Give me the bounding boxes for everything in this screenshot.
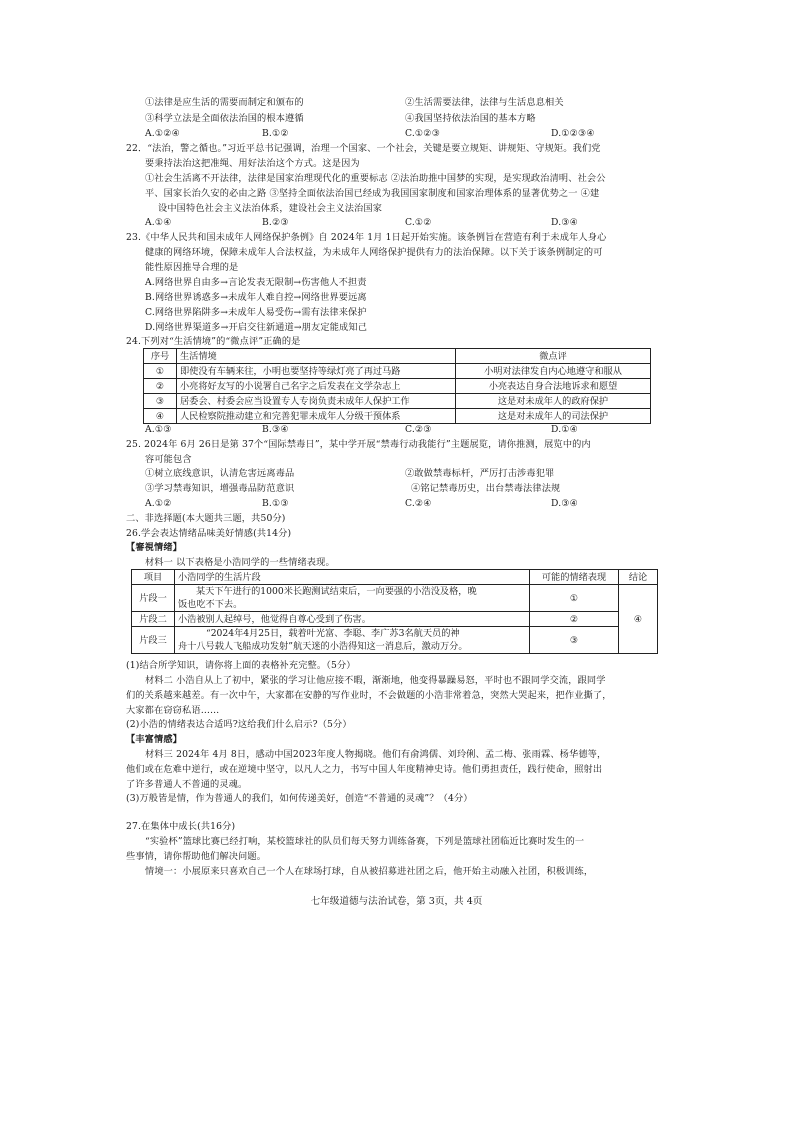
table-cell: ③: [144, 394, 177, 409]
table-cell: 片段三: [132, 627, 175, 654]
q24-choice-b: B.③④: [262, 424, 289, 435]
q22-option-line1: ①社会生活离不开法律，法律是国家治理现代化的重要标志 ②法治助推中国梦的实现，是实现政治清明、社会公: [145, 173, 606, 184]
table-cell: ①: [144, 364, 177, 379]
material-3-line2: 他们或在危难中逆行，或在逆境中坚守，以凡人之力，书写中国人年度精神史诗。他们勇担责任，践行使命，照射出: [126, 764, 603, 775]
q27-title: 27.在集体中成长(共16分): [126, 821, 236, 832]
q21-option-4: ④我国坚持依法治国的基本方略: [405, 113, 536, 124]
table-cell: ③: [530, 627, 619, 654]
table-row: [132, 627, 658, 654]
table-cell: 片段二: [132, 612, 175, 627]
table-cell: 即使没有车辆来往，小明也要坚持等绿灯亮了再过马路: [177, 364, 456, 379]
mood-table: [131, 569, 658, 654]
q26-title: 26.学会表达情绪品味美好情感(共14分): [126, 528, 292, 539]
q25-choice-c: C.②④: [405, 498, 432, 509]
q25-option-1: ①树立底线意识，认清危害远离毒品: [145, 468, 295, 479]
q22-choice-a: A.①④: [145, 217, 172, 228]
fragment-text: 饭也吃不下去。: [178, 599, 243, 610]
table-row: [132, 585, 658, 612]
table-row: [144, 349, 651, 364]
q21-choice-c: C.①②③: [405, 128, 441, 139]
q25-choice-a: A.①②: [145, 498, 172, 509]
q25-stem-line2: 容可能包含: [145, 454, 192, 465]
table-header-cell: 可能的情绪表现: [530, 570, 619, 585]
material-3-line3: 了许多普通人不普通的灵魂。: [126, 779, 248, 790]
q21-choice-b: B.①②: [262, 128, 289, 139]
table-cell: 这是对未成年人的司法保护: [456, 409, 651, 424]
table-row: [132, 612, 658, 627]
q22-option-line3: 设中国特色社会主义法治体系，建设社会主义法治国家: [158, 203, 383, 214]
part2-title: 二、非选择题(本大题共三题，共50分): [126, 513, 286, 524]
material-2-line2: 们的关系越来越差。有一次中午，大家都在安静的写作业时，不会做题的小浩非常着急，突然大哭起来，把作业撕了，: [126, 690, 612, 701]
q22-choice-d: D.③④: [551, 217, 579, 228]
q26-ask-3: (3)万般皆是情，作为普通人的我们，如何传递美好，创造“不普通的灵魂”？（4分）: [126, 793, 473, 804]
q24-choice-a: A.①③: [145, 424, 172, 435]
q26-ask-2: (2)小浩的情绪表达合适吗?这给我们什么启示?（5分）: [126, 719, 352, 730]
section-heading-feelings: 【丰富情感】: [126, 734, 183, 745]
table-cell: ②: [144, 379, 177, 394]
table-row: [132, 570, 658, 585]
material-2-line1: 材料二 小浩自从上了初中，紧张的学习让他应接不暇，渐渐地，他变得暴躁易怒，平时也不跟同学交流，跟同学: [145, 675, 606, 686]
section-heading-emotion: 【審視情绪】: [126, 542, 183, 553]
table-header-cell: 微点评: [456, 349, 651, 364]
fragment-text: “2024年4月25日，载着叶光富、李聪、李广苏3名航天员的神: [206, 628, 460, 639]
q27-line2: 些事情，请你帮助他们解决问题。: [126, 851, 267, 862]
table-cell: 居委会、村委会应当设置专人专岗负责未成年人保护工作: [177, 394, 456, 409]
table-cell: [175, 585, 530, 612]
q24-table: [143, 348, 651, 424]
table-cell: 人民检察院推动建立和完善犯罪未成年人分级干预体系: [177, 409, 456, 424]
q21-option-1: ①法律是应生活的需要而制定和颁布的: [145, 97, 304, 108]
page-footer: 七年级道德与法治试卷，第 3页，共 4页: [310, 896, 483, 907]
q26-ask-1: (1)结合所学知识，请你将上面的表格补充完整。（5分）: [126, 660, 356, 671]
q25-option-3: ③学习禁毒知识，增强毒品防范意识: [145, 483, 295, 494]
table-cell: 这是对未成年人的政府保护: [456, 394, 651, 409]
material-3-line1: 材料三 2024年 4月 8日，感动中国2023年度人物揭晓。他们有俞鸿儒、刘玲俐、孟二梅、张雨霖、杨华德等，: [145, 749, 607, 760]
table-header-cell: 项目: [132, 570, 175, 585]
table-cell: 小明对法律发自内心地遵守和服从: [456, 364, 651, 379]
table-row: [144, 394, 651, 409]
table-header-cell: 生活情境: [177, 349, 456, 364]
q23-option-b: B.网络世界诱惑多→未成年人难自控→网络世界要远离: [145, 292, 367, 303]
fragment-text: 舟十八号载人飞船成功发射”航天迷的小浩得知这一消息后，激动万分。: [178, 641, 468, 652]
table-row: [144, 364, 651, 379]
table-row: [144, 379, 651, 394]
q24-choice-d: D.①④: [551, 424, 579, 435]
q25-option-4: ④铭记禁毒历史，出台禁毒法律法规: [411, 483, 561, 494]
table-header-cell: 序号: [144, 349, 177, 364]
table-header-cell: 结论: [619, 570, 658, 585]
table-row: [144, 409, 651, 424]
table-cell: 小亮表达自身合法地诉求和愿望: [456, 379, 651, 394]
material-1: 材料一 以下表格是小浩同学的一些情绪表现。: [145, 557, 335, 568]
table-cell: 小亮将好友写的小说署自己名字之后发表在文学杂志上: [177, 379, 456, 394]
table-cell: ②: [530, 612, 619, 627]
q22-stem-line2: 要秉持法治这把准绳、用好法治这个方式。这是因为: [145, 158, 360, 169]
q23-stem-line1: 23.《中华人民共和国未成年人网络保护条例》自 2024年 1月 1日起开始实施。该条例旨在营造有利于未成年人身心: [126, 232, 607, 243]
table-header-cell: 小浩同学的生活片段: [175, 570, 530, 585]
q21-choice-a: A.①②④: [145, 128, 181, 139]
q25-option-2: ②敢做禁毒标杆，严厉打击涉毒犯罪: [405, 468, 555, 479]
q22-choice-b: B.②③: [262, 217, 289, 228]
q25-choice-b: B.①③: [262, 498, 289, 509]
q23-stem-line3: 能性原因推导合理的是: [145, 262, 239, 273]
q22-option-line2: 平、国家长治久安的必由之路 ③坚持全面依法治国已经成为我国国家制度和国家治理体系的显著优势之一 ④建: [145, 188, 600, 199]
q23-stem-line2: 健康的网络环境，保障未成年人合法权益，为未成年人网络保护提供有力的法治保障。以下关于该条例制定的可: [145, 247, 603, 258]
fragment-text: 某天下午进行的1000米长跑测试结束后，一向要强的小浩没及格，晚: [196, 586, 477, 597]
q21-choice-d: D.①②③④: [551, 128, 595, 139]
q27-line3: 情境一：小展原来只喜欢自己一个人在球场打球，自从被招募进社团之后，他开始主动融入社团，积极训练，: [145, 866, 594, 877]
q25-stem-line1: 25. 2024年 6月 26日是第 37个“国际禁毒日”，某中学开展“禁毒行动我能行”主题展览，请你推测，展览中的内: [126, 439, 591, 450]
table-cell: ①: [530, 585, 619, 612]
q21-option-3: ③科学立法是全面依法治国的根本遵循: [145, 113, 304, 124]
table-cell: 小浩被别人起绰号，他觉得自尊心受到了伤害。: [175, 612, 530, 627]
q24-choice-c: C.②③: [405, 424, 432, 435]
q23-option-a: A.网络世界自由多→言论发表无限制→伤害他人不担责: [145, 277, 367, 288]
conclusion-cell: ④: [619, 585, 658, 654]
table-cell: 片段一: [132, 585, 175, 612]
q25-choice-d: D.③④: [551, 498, 579, 509]
q21-option-2: ②生活需要法律，法律与生活息息相关: [405, 97, 564, 108]
q23-option-c: C.网络世界陷阱多→未成年人易受伤→需有法律来保护: [145, 307, 367, 318]
q24-stem: 24.下列对“生活情境”的“微点评”正确的是: [126, 336, 301, 347]
table-cell: [175, 627, 530, 654]
q22-choice-c: C.①②: [405, 217, 432, 228]
material-2-line3: 大家都在窃窃私语……: [126, 705, 220, 716]
q27-line1: “实验杯”篮球比赛已经打响，某校篮球社的队员们每天努力训练备赛，下列是篮球社团临近比赛时发生的一: [145, 836, 585, 847]
table-cell: ④: [144, 409, 177, 424]
q23-option-d: D.网络世界渠道多→开启交往新通道→朋友定能成知己: [145, 322, 368, 333]
q22-stem-line1: 22．“法治，警之循也。”习近平总书记强调，治理一个国家、一个社会，关键是要立规矩、讲规矩、守规矩。我们党: [126, 143, 601, 154]
